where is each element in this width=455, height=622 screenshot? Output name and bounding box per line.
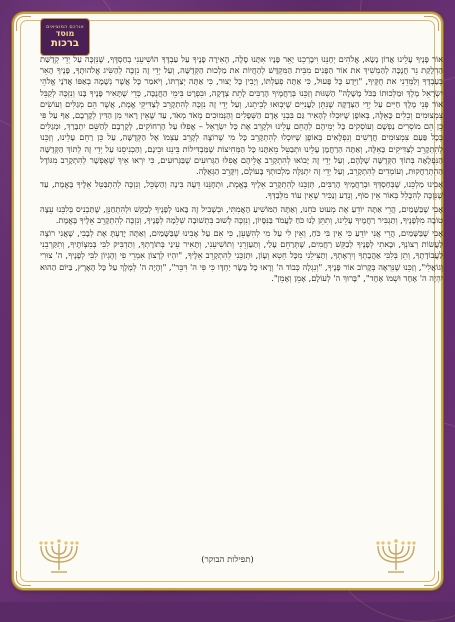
corner-ornament bbox=[16, 16, 31, 31]
corner-ornament bbox=[16, 571, 31, 586]
logo-line-1: אורכם המוציאים bbox=[46, 23, 84, 30]
prayer-paragraph: אוֹר פָּנֶיךָ עָלֵינוּ אֲדוֹן נָשָׂא, אֱלֹהִים יְחָנֵּנוּ וִיבָרְכֵנוּ יָאֵר פָּנָיו אִתָּנוּ סֶלָה, הֶאִירָה פָנֶיךָ עַל עַבְדֶּךָ הוֹשִׁיעֵנִי בְחַסְדֶּךָ, שֶׁנִּזְכֶּה עַל יְדֵי קְדֻשַּׁת הַדְלָקַת נֵר חֲנֻכָּה לְהַמְשִׁיךְ את אוֹר הַפָּנִים מִבֵּית הַמִּקְדָּשׁ לְהַחֲיוֹת את מַלְכוּת הַקְּדֻשָּׁה, וְעַל יְדֵי זֶה נִזְכֶּה לְהַשִּׂיג אֱלֹהוּתֶךָ, פָּנֶיךָ הָאֵר בְּעַבְדֶּךָ וְלַמְּדֵנִי את חֻקֶּיךָ, "וַיֵּדַע כָּל פָּעוּל, כִּי אַתָּה פְעַלְתּוֹ, וְיָבִין כָּל יָצוּר, כִּי אַתָּה יְצַרְתּוֹ, וְיֹאמַר כָּל אֲשֶׁר נְשָׁמָה בְאַפּוֹ אֲדֹנָי אֱלֹהֵי יִשְׂרָאֵל מֶלֶךְ וּמַלְכוּתוֹ בַּכֹּל מָשָׁלָה" הַשְׁגּוּת וְזַכֵּנוּ בְּרַחֲמֶיךָ הָרַבִּים לָתֵת צְדָקָה, וּבִפְרָט בִּימֵי הַחֲנֻכָּה, כְּדֵי שֶׁתָּאִיר פָּנֶיךָ בָּנוּ וְנִזְכֶּה לְקַבֵּל אוֹר פְּנֵי מֶלֶךְ חַיִּים עַל יְדֵי הַצְּדָקָה שֶׁנִּתֵּן לַעֲנִיִּים שֶׁיִּבְוּאוּ לְבֵיתֵנוּ, וְעַל יְדֵי זֶה נִזְכֶּה לְהִתְקָרֵב לְצַדִּיקֵי אֱמֶת, אֲשֶׁר הֵם מְגַלִּים וְעוֹשִׂים צִמְצוּמִים וְכֵלִים כָּאֵלֶּה, בְּאוֹפֶן שֶׁיּוּכְלוּ לְהָאִיר גַּם בִּבְנֵי אָדָם הַשְּׁפָלִים וְהַנְּמוּכִים מְאֹד מְאֹד, עַד שֶׁאֵין רָאוּי מִן הַדִּין לְקָרְבָם, אַף עַל פִּי כֵן הֵם מוֹסְרִים נַפְשָׁם וְעוֹסְקִים כָּל יְמֵיהֶם לְהָחֵם עָלֵינוּ וּלְקָרֵב אֶת כָּל יִשְׂרָאֵל – אֲפִלּוּ עַל הָרְחוֹקִים, לְקָרְבָם לְהַשֵּׁם יִתְבָּרַךְ, וּמְגַלִּים בְּכָל פַּעַם צִמְצוּמִים חֲדָשִׁים וְנִפְלָאִים בְּאוֹפֶן שֶׁיּוּכְלוּ לְהִתְקָרֵב כָּל מִי שֶׁרוֹצֶה לְקָרֵב עַצְמוֹ אֶל הַקְּדֻשָּׁה, עַל כֵּן רַחֵם עָלֵינוּ, וְזַכֵּנוּ לְהִתְקָרֵב לְצַדִּיקִים כָּאֵלֶּה, וְאַתָּה הַרַחֲמָן עָלֵינוּ וּתְבַטֵּל מֵאִתָּנוּ כָּל הַמְּחִיצוֹת שֶׁמַּבְדִּילוֹת בֵּינֵנוּ וּבֵינָם, וְהַכְנִיסֵנוּ עַל יְדֵי זֶה לְתוֹךְ הַקְּדֻשָּׁה הַנִּפְלָאָה בְּתוֹךְ הַקְּדֻשָּׁה שֶׁלָּהֶם, וְעַל יְדֵי זֶה יָבוֹאוּ לְהִתְקָרֵב אֲלֵיהֶם אֲפִלּוּ הַגְּרוּעִים שֶׁבַּגְּרוּעִים, כִּי יִרְאוּ אֵיךְ שֶׁאֶפְשָׁר לְהִתְקָרֵב מִגּוֹדֶל הַהִתְרַחֲקוּת, וְעוֹמְדִים לְהִתְקָרֵב, וְעַל יְדֵי זֶה יִתְגַּלֶּה מַלְכוּתְךָ בָּעוֹלָם, וְיִקָּרֵב הַגְּאֻלָּה. bbox=[40, 54, 443, 177]
prayer-paragraph: אָבִי שֶׁבַּשָּׁמַיִם, הֲרֵי אֲנִי יוֹדֵעַ כִּי אֵין בִּי כֹּחַ, וְאֵין לִי עַל מִי לְהִשָּׁעֵן, כִּי אִם עַל אָבִינוּ שֶׁבַּשָּׁמַיִם, וְאַתָּה יָדַעְתָּ אֶת לְבָבִי, שֶׁאֲנִי רוֹצֶה לַעֲשׂוֹת רְצוֹנְךָ, וּבָאתִי לְפָנֶיךָ לְבַקֵּשׁ רַחֲמִים, שֶׁתְּרַחֵם עָלַי, וְתַעַזְרֵנִי וְתוֹשִׁיעֵנִי, וְתָאִיר עֵינַי בְּתוֹרָתְךָ, וְתַדְבִּיק לִבִּי בְּמִצְוֹתֶיךָ, וְתִקַּרְבֵנִי לַעֲבוֹדָתֶךָ, וְתֵן בְּלִבִּי אַהֲבָתְךָ וְיִרְאָתְךָ, וְתַצִּילֵנִי מִכָּל חֵטְא וְעָוֹן, וּתְזַכֵּנִי לְהִתְקָרֵב אֵלֶיךָ, "יִהְיוּ לְרָצוֹן אִמְרֵי פִי וְהֶגְיוֹן לִבִּי לְפָנֶיךָ, ה' צוּרִי וְגוֹאֲלִי", וְזַכֵּנוּ שֶׁנִּרְאֶה בְּקָרוֹב אוֹר פָּנֶיךָ, "וְנִגְלָה כְּבוֹד ה' וְרָאוּ כָל בָּשָׂר יַחְדָּו כִּי פִּי ה' דִּבֵּר", "וְהָיָה ה' לְמֶלֶךְ עַל כָּל הָאָרֶץ, בַּיּוֹם הַהוּא יִהְיֶה ה' אֶחָד וּשְׁמוֹ אֶחָד", "בָּרוּךְ ה' לְעוֹלָם, אָמֵן וְאָמֵן". bbox=[40, 228, 443, 283]
logo-line-2: מוסד bbox=[55, 29, 75, 39]
prayer-paragraph: אָבִי שֶׁבַּשָּׁמַיִם, הֲרֵי אַתָּה יוֹדֵעַ אֶת מְעוּט כֹּחֵנוּ, וְאַתָּה הַמּוֹשִׁיעַ הָאֲמִתִּי, וּבְשָׁבִיל זֶה בָּאנוּ לְפָנֶיךָ לְבַקֵּשׁ וּלְהִתְחַנֵּן, שֶׁתַּכְנִיס בְּלִבֵּנוּ עֵצָה טוֹבָה מִלְּפָנֶיךָ, וְתַגְבִּיר רַחֲמֶיךָ עָלֵינוּ, וְתִתֵּן לָנוּ כֹּחַ לַעֲמֹד בַּנִּסָּיוֹן, וְנִזְכֶּה לְשׁוּב בִּתְשׁוּבָה שְׁלֵמָה לְפָנֶיךָ, וְנִזְכֶּה לְהִתְקָרֵב אֵלֶיךָ בֶּאֱמֶת. bbox=[40, 203, 443, 225]
corner-ornament bbox=[424, 16, 439, 31]
prayer-paragraph: אָבִינוּ מַלְכֵּנוּ, שֶׁבְּחַסְדְּךָ וּבְרַחֲמֶיךָ הָרַבִּים, תְּזַכֵּנוּ לְהִתְקָרֵב אֵלֶיךָ בֶּאֱמֶת, וּתְחָנֵּנוּ דֵּעָה בִּינָה וְהַשְׂכֵּל, וְנִזְכֶּה לְהִתְבַּטֵּל אֵלֶיךָ בֶּאֱמֶת, עַד שֶׁנִּזְכֶּה לְהִכָּלֵל בְּאוֹר אֵין סוֹף, וְנֵדַע וְנַכִּיר שֶׁאֵין עוֹד מִלְּבַדְּךָ. bbox=[40, 179, 443, 201]
prayer-source: (תפילות הבוקר) bbox=[201, 555, 254, 565]
prayer-text bbox=[40, 54, 443, 554]
menorah-icon bbox=[36, 536, 82, 576]
menorah-icon bbox=[373, 536, 419, 576]
prayer-panel bbox=[14, 14, 441, 588]
corner-ornament bbox=[424, 571, 439, 586]
organization-logo bbox=[40, 18, 90, 56]
logo-line-3: ברכות bbox=[50, 37, 80, 49]
